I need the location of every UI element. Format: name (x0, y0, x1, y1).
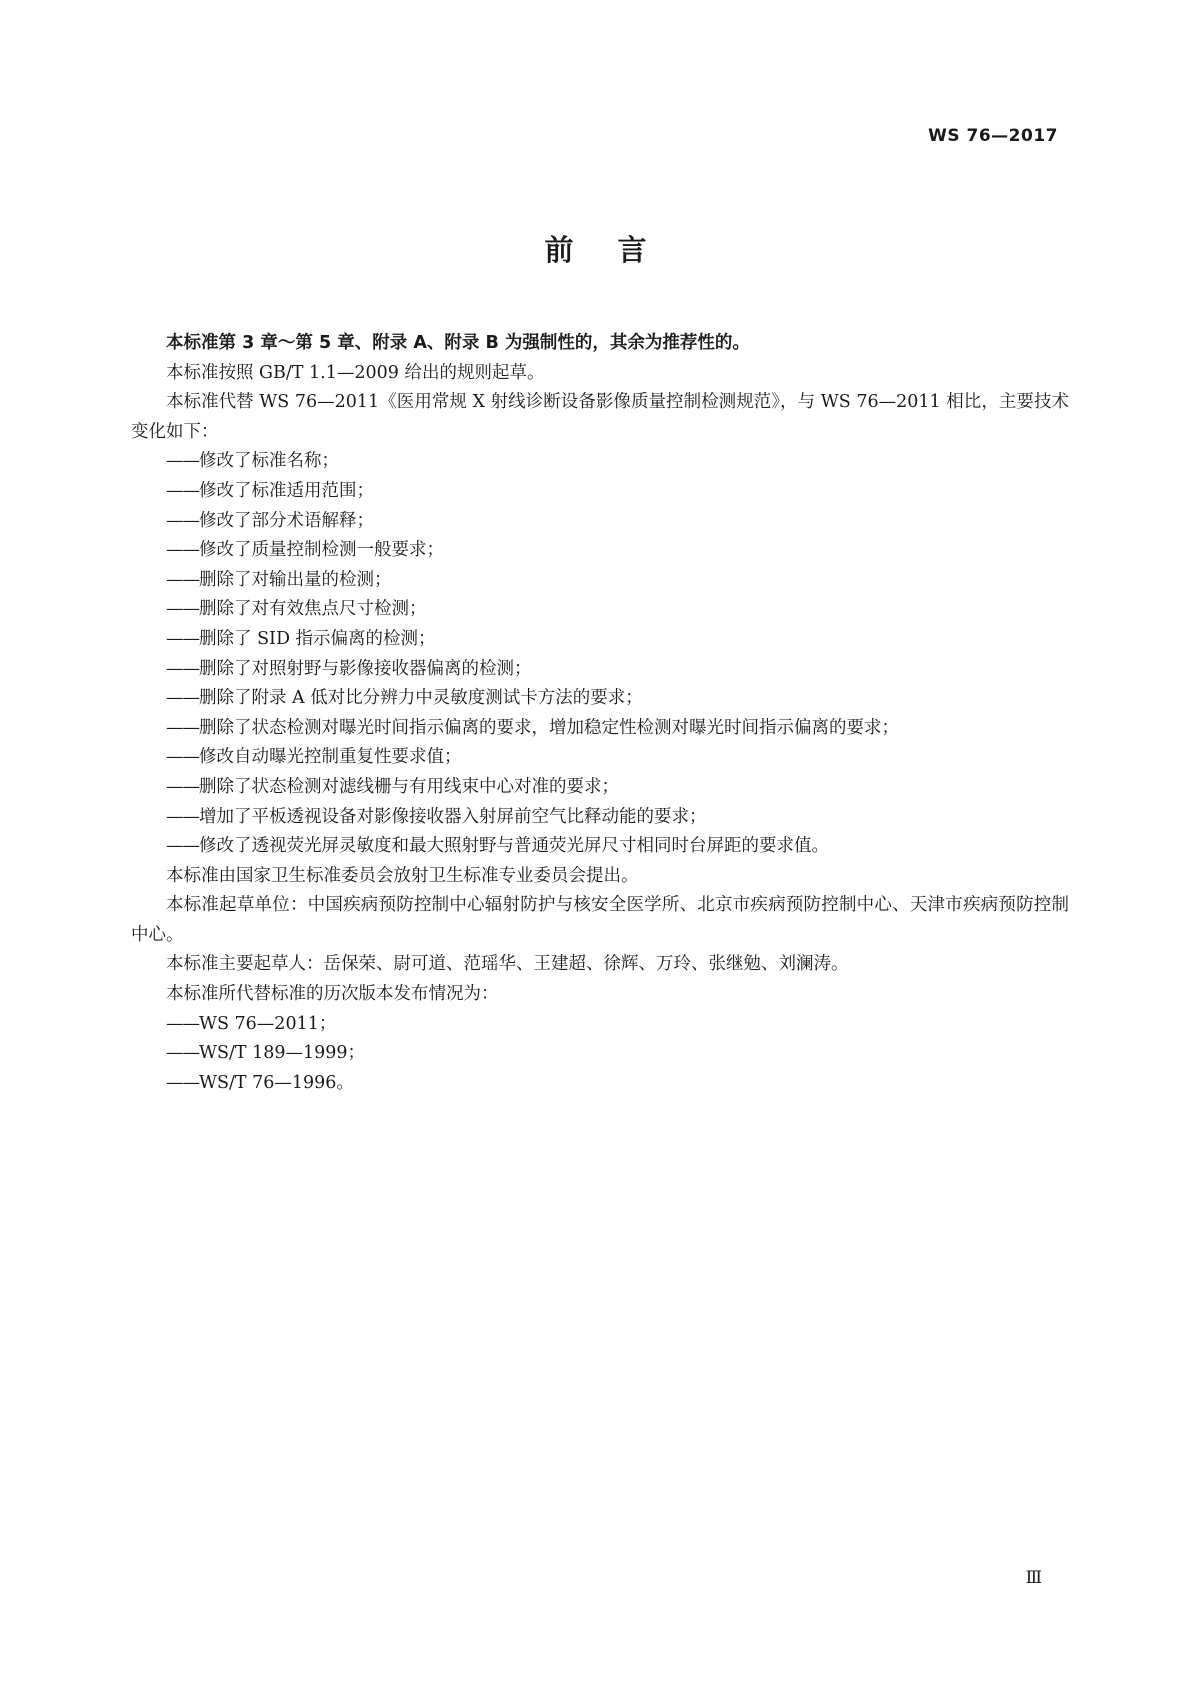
list-item: ——修改了部分术语解释； (166, 510, 374, 531)
list-item: ——删除了状态检测对滤线栅与有用线束中心对准的要求； (166, 776, 619, 797)
list-item: ——WS 76—2011； (166, 1013, 337, 1034)
list-item: ——删除了附录 A 低对比分辨力中灵敏度测试卡方法的要求； (166, 688, 643, 709)
list-item: ——修改自动曝光控制重复性要求值； (166, 747, 462, 768)
list-item: ——修改了标准适用范围； (166, 480, 374, 501)
dash-marker: —— (166, 510, 199, 531)
dash-marker: —— (166, 717, 199, 738)
page-number: Ⅲ (1025, 1568, 1042, 1588)
dash-marker: —— (166, 1043, 199, 1064)
dash-marker: —— (166, 658, 199, 679)
dash-marker: —— (166, 776, 199, 797)
dash-marker: —— (166, 451, 199, 472)
dash-marker: —— (166, 806, 199, 827)
list-item: ——增加了平板透视设备对影像接收器入射屏前空气比释动能的要求； (166, 806, 707, 827)
history-intro-paragraph: 本标准所代替标准的历次版本发布情况为： (166, 984, 499, 1005)
drafting-units-paragraph: 本标准起草单位：中国疾病预防控制中心辐射防护与核安全医学所、北京市疾病预防控制中心、天津市疾病预防控制中心。 (131, 895, 1069, 945)
list-item: ——删除了对照射野与影像接收器偏离的检测； (166, 658, 532, 679)
foreword-body (131, 329, 1069, 1098)
dash-marker: —— (166, 540, 199, 561)
drafting-rules-paragraph: 本标准按照 GB/T 1.1—2009 给出的规则起草。 (166, 362, 545, 383)
dash-marker: —— (166, 688, 199, 709)
list-item: ——WS/T 189—1999； (166, 1043, 366, 1064)
list-item: ——删除了 SID 指示偏离的检测； (166, 628, 436, 649)
mandatory-statement: 本标准第 3 章～第 5 章、附录 A、附录 B 为强制性的，其余为推荐性的。 (166, 333, 750, 353)
list-item: ——WS/T 76—1996。 (166, 1072, 354, 1093)
dash-marker: —— (166, 628, 199, 649)
dash-marker: —— (166, 836, 199, 857)
drafters-paragraph: 本标准主要起草人：岳保荣、尉可道、范瑶华、王建超、徐辉、万玲、张继勉、刘澜涛。 (166, 954, 849, 975)
list-item: ——修改了透视荧光屏灵敏度和最大照射野与普通荧光屏尺寸相同时台屏距的要求值。 (166, 836, 829, 857)
list-item: ——删除了对输出量的检测； (166, 569, 392, 590)
version-history-list (131, 1010, 1069, 1099)
dash-marker: —— (166, 569, 199, 590)
list-item: ——删除了对有效焦点尺寸检测； (166, 599, 427, 620)
dash-marker: —— (166, 480, 199, 501)
technical-changes-list (131, 447, 1069, 861)
page-title: 前言 (544, 233, 691, 267)
list-item: ——修改了质量控制检测一般要求； (166, 540, 444, 561)
list-item: ——修改了标准名称； (166, 451, 339, 472)
dash-marker: —— (166, 599, 199, 620)
dash-marker: —— (166, 1072, 199, 1093)
replacement-paragraph: 本标准代替 WS 76—2011《医用常规 X 射线诊断设备影像质量控制检测规范》，与 WS 76—2011 相比，主要技术变化如下： (131, 392, 1069, 442)
list-item: ——删除了状态检测对曝光时间指示偏离的要求，增加稳定性检测对曝光时间指示偏离的要求； (166, 717, 899, 738)
dash-marker: —— (166, 1013, 199, 1034)
proposer-paragraph: 本标准由国家卫生标准委员会放射卫生标准专业委员会提出。 (166, 865, 639, 886)
dash-marker: —— (166, 747, 199, 768)
standard-number: WS 76—2017 (928, 126, 1058, 146)
